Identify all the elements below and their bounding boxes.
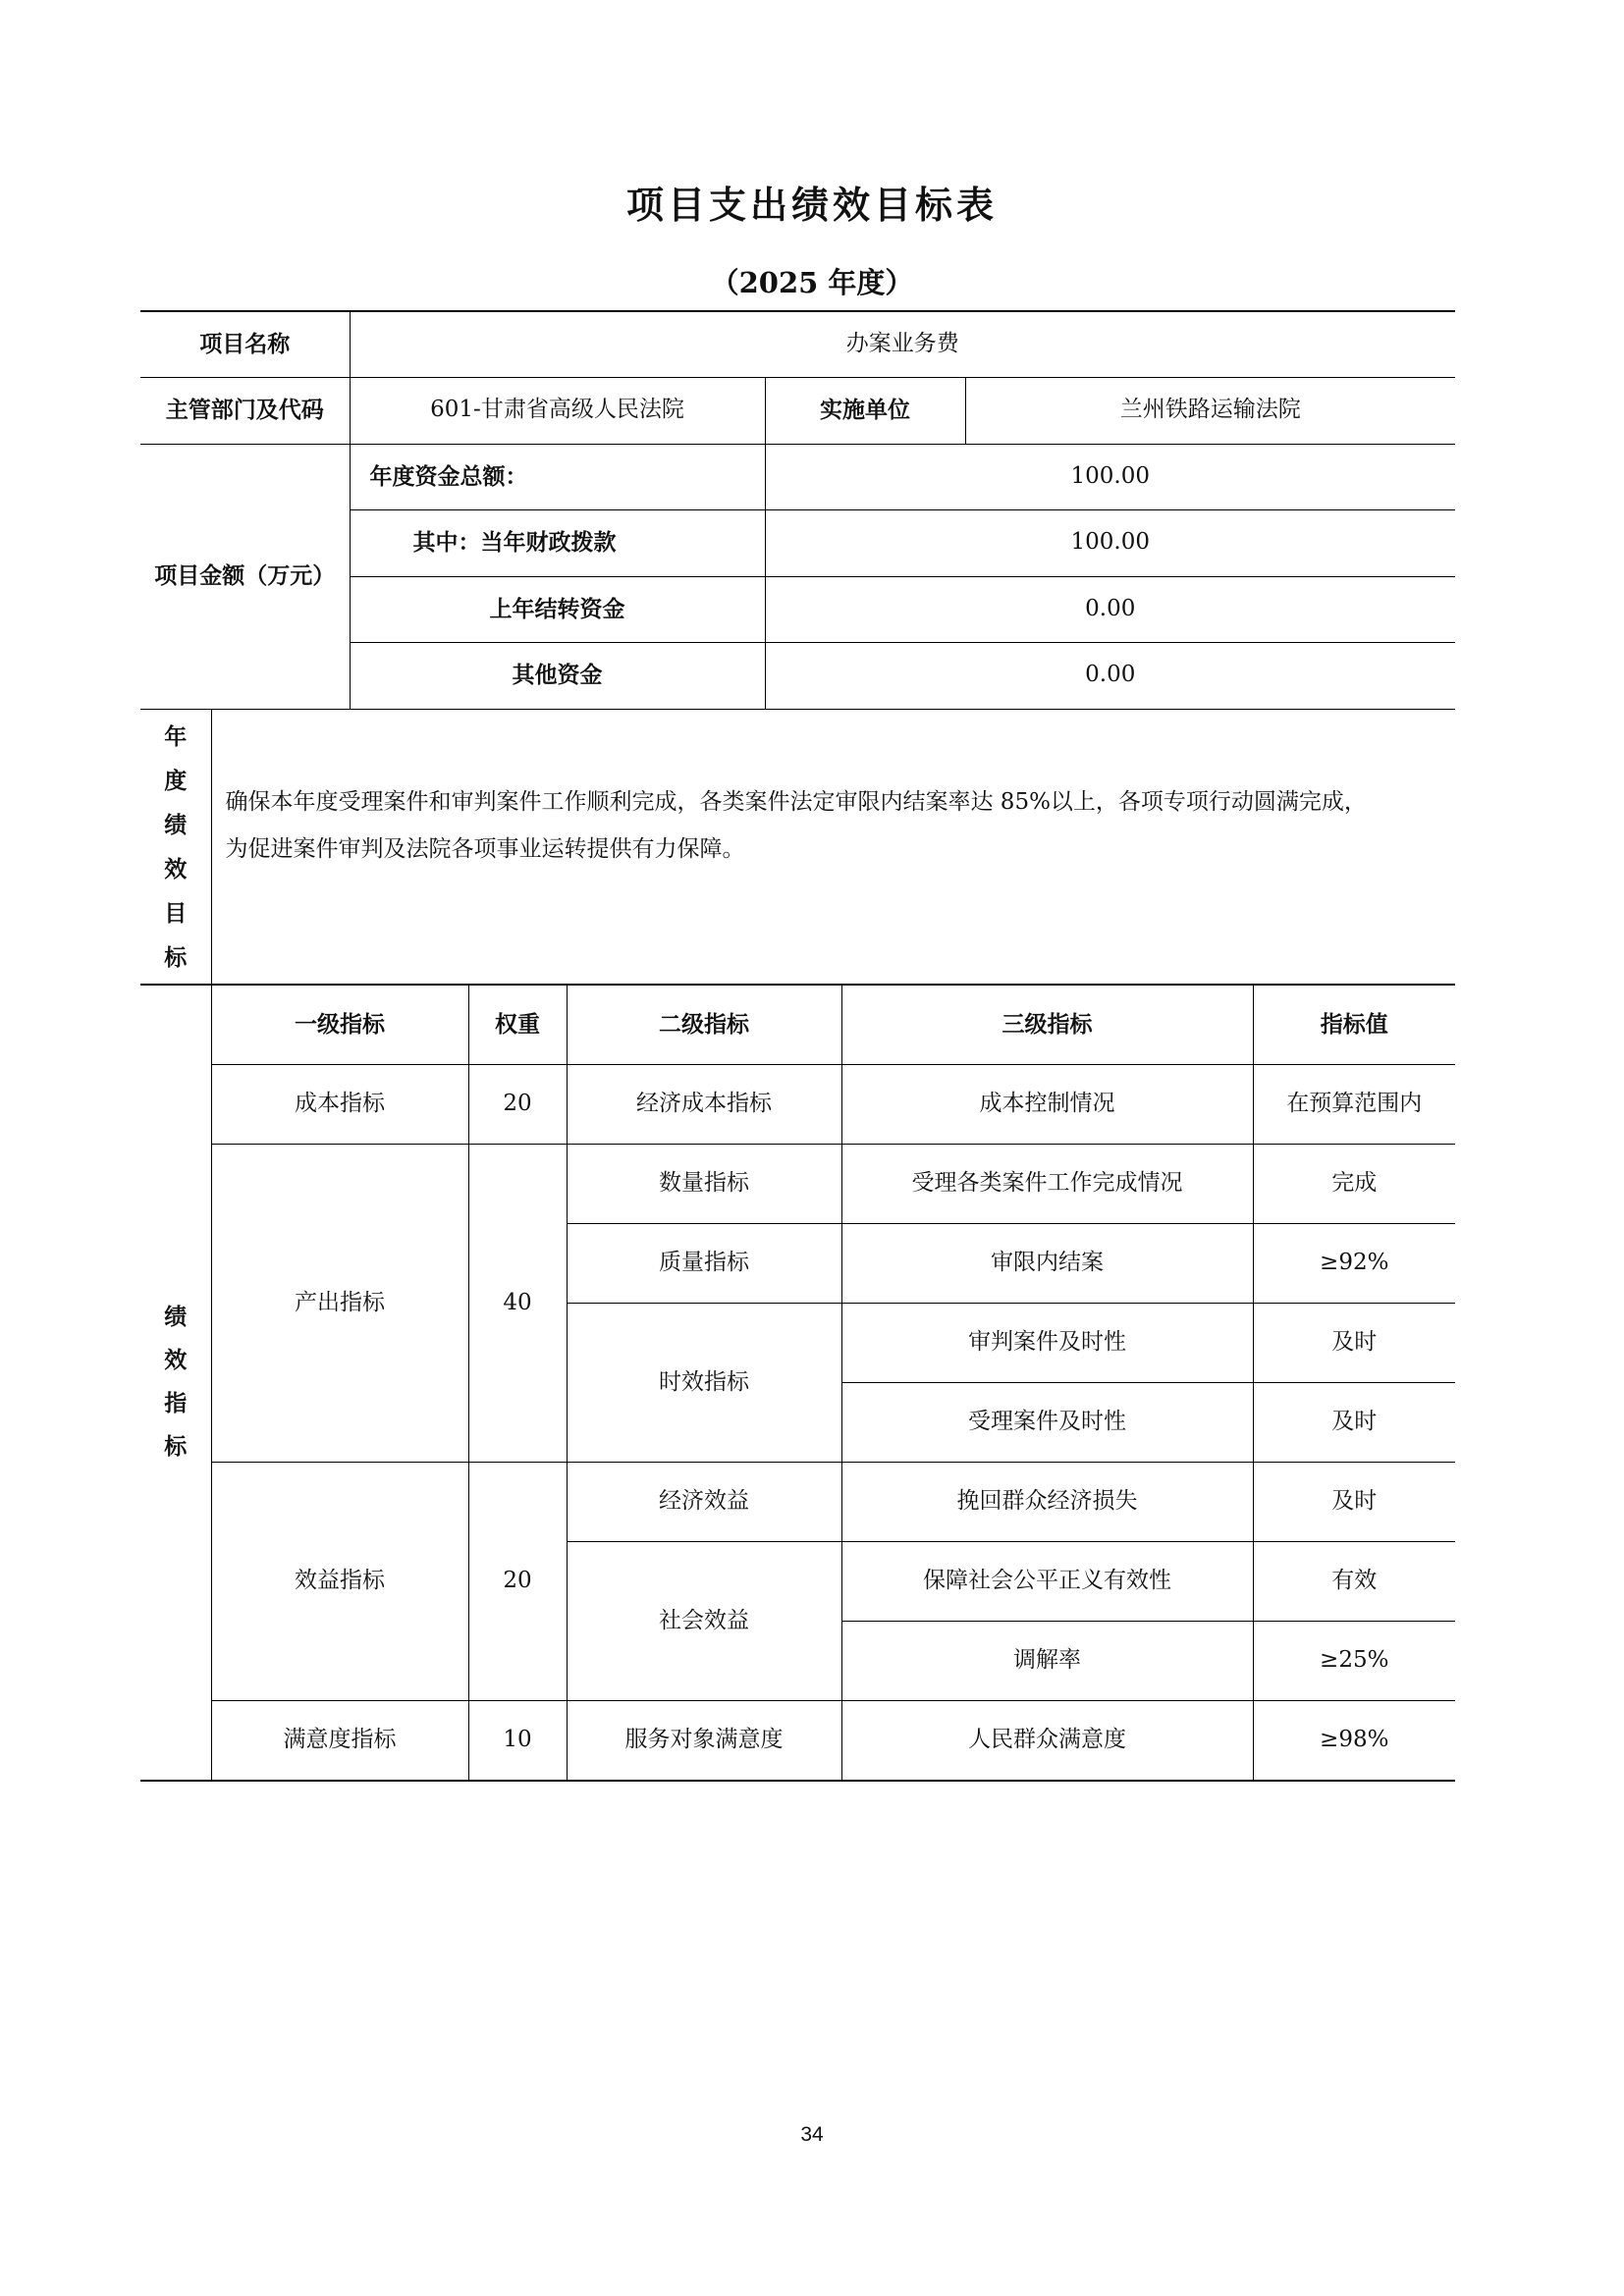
satisfaction-level3: 人民群众满意度 (841, 1701, 1253, 1781)
metrics-label: 绩 效 指 标 (140, 986, 211, 1781)
project-name-label: 项目名称 (140, 311, 350, 377)
header-level1: 一级指标 (211, 986, 468, 1065)
cost-weight: 20 (468, 1065, 567, 1145)
amount-row-value: 100.00 (765, 444, 1455, 509)
cost-level2: 经济成本指标 (567, 1065, 841, 1145)
output-timeliness-level2: 时效指标 (567, 1304, 841, 1463)
page-title: 项目支出绩效目标表 (625, 183, 998, 227)
benefit-social-level2: 社会效益 (567, 1542, 841, 1701)
output-quality-level3: 审限内结案 (841, 1224, 1253, 1304)
metrics-table (140, 985, 1455, 1782)
amount-label: 项目金额（万元） (140, 444, 350, 709)
benefit-social-value: 有效 (1253, 1542, 1455, 1622)
amount-row-value: 0.00 (765, 642, 1455, 709)
dept-value: 601-甘肃省高级人民法院 (350, 377, 765, 444)
output-timeliness-level3: 审判案件及时性 (841, 1304, 1253, 1383)
annual-goal-line: 确保本年度受理案件和审判案件工作顺利完成，各类案件法定审限内结案率达 85%以上，各项专项行动圆满完成， (225, 789, 1367, 815)
annual-goal-line: 为促进案件审判及法院各项事业运转提供有力保障。 (225, 836, 745, 862)
output-weight: 40 (468, 1145, 567, 1463)
benefit-economic-value: 及时 (1253, 1463, 1455, 1542)
benefit-weight: 20 (468, 1463, 567, 1701)
output-timeliness-value: 及时 (1253, 1383, 1455, 1463)
annual-goal-table (140, 709, 1455, 985)
amount-row-label: 上年结转资金 (350, 576, 765, 642)
output-level1: 产出指标 (211, 1145, 468, 1463)
benefit-social-level3: 调解率 (841, 1622, 1253, 1701)
annual-goal-text (211, 710, 1455, 985)
dept-label: 主管部门及代码 (140, 377, 350, 444)
output-quality-level2: 质量指标 (567, 1224, 841, 1304)
header-level3: 三级指标 (841, 986, 1253, 1065)
satisfaction-level2: 服务对象满意度 (567, 1701, 841, 1781)
output-quantity-level2: 数量指标 (567, 1145, 841, 1224)
satisfaction-level1: 满意度指标 (211, 1701, 468, 1781)
page-number: 34 (800, 2123, 824, 2146)
page-subtitle: （2025 年度） (710, 266, 914, 299)
impl-value: 兰州铁路运输法院 (965, 377, 1455, 444)
amount-row-label: 其中：当年财政拨款 (350, 509, 765, 576)
satisfaction-value: ≥98% (1253, 1701, 1455, 1781)
amount-row-label: 年度资金总额： (350, 444, 765, 509)
benefit-economic-level3: 挽回群众经济损失 (841, 1463, 1253, 1542)
output-timeliness-value: 及时 (1253, 1304, 1455, 1383)
amount-row-label: 其他资金 (350, 642, 765, 709)
cost-level3: 成本控制情况 (841, 1065, 1253, 1145)
output-quantity-value: 完成 (1253, 1145, 1455, 1224)
output-timeliness-level3: 受理案件及时性 (841, 1383, 1253, 1463)
header-level2: 二级指标 (567, 986, 841, 1065)
amount-row-value: 0.00 (765, 576, 1455, 642)
output-quality-value: ≥92% (1253, 1224, 1455, 1304)
benefit-level1: 效益指标 (211, 1463, 468, 1701)
benefit-economic-level2: 经济效益 (567, 1463, 841, 1542)
cost-level1: 成本指标 (211, 1065, 468, 1145)
amount-row-value: 100.00 (765, 509, 1455, 576)
header-value: 指标值 (1253, 986, 1455, 1065)
satisfaction-weight: 10 (468, 1701, 567, 1781)
project-info-table (140, 310, 1455, 710)
header-weight: 权重 (468, 986, 567, 1065)
benefit-social-level3: 保障社会公平正义有效性 (841, 1542, 1253, 1622)
annual-goal-label: 年 度 绩 效 目 标 (140, 710, 211, 985)
output-quantity-level3: 受理各类案件工作完成情况 (841, 1145, 1253, 1224)
benefit-social-value: ≥25% (1253, 1622, 1455, 1701)
impl-label: 实施单位 (765, 377, 965, 444)
project-name-value: 办案业务费 (350, 311, 1455, 377)
cost-value: 在预算范围内 (1253, 1065, 1455, 1145)
